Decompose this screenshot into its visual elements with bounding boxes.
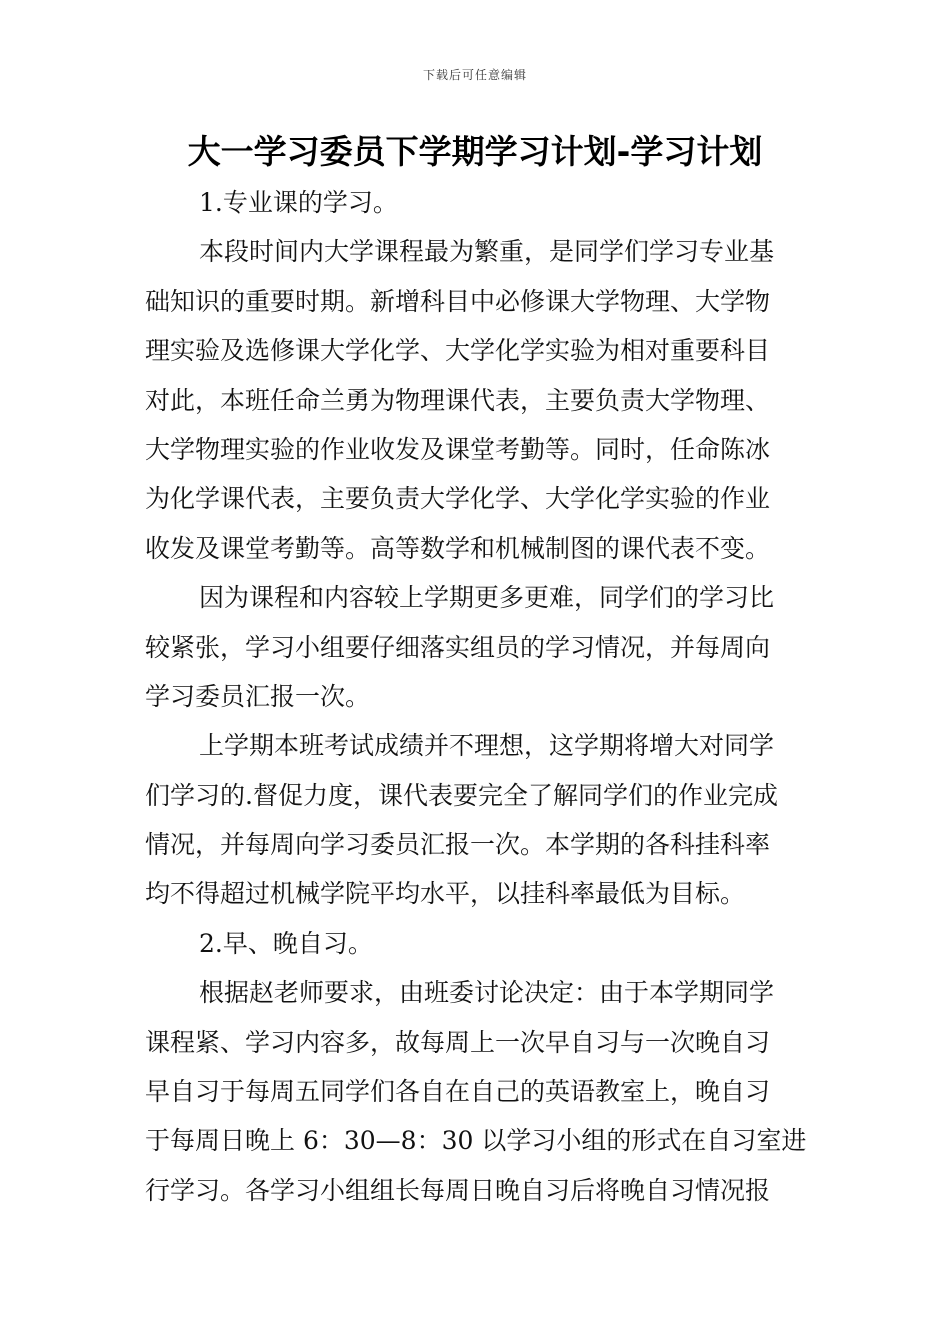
section-heading-1: 1.专业课的学习。 [199, 188, 398, 217]
paragraph-line: 本段时间内大学课程最为繁重，是同学们学习专业基 [199, 237, 775, 267]
section-heading-2: 2.早、晚自习。 [199, 928, 373, 958]
paragraph-line: 学习委员汇报一次。 [145, 681, 371, 711]
document-body [145, 178, 807, 1215]
paragraph-line: 行学习。各学习小组组长每周日晚自习后将晚自习情况报 [145, 1175, 771, 1205]
paragraph-line: 情况，并每周向学习委员汇报一次。本学期的各科挂科率 [145, 830, 771, 860]
paragraph-line: 早自习于每周五同学们各自在自己的英语教室上，晚自习 [145, 1077, 771, 1107]
document-title: 大一学习委员下学期学习计划-学习计划 [187, 132, 763, 171]
paragraph-line: 均不得超过机械学院平均水平，以挂科率最低为目标。 [145, 879, 746, 909]
paragraph-line: 上学期本班考试成绩并不理想，这学期将增大对同学 [199, 731, 775, 761]
paragraph-line: 于每周日晚上 6：30—8：30 以学习小组的形式在自习室进 [145, 1126, 807, 1156]
paragraph-line: 课程紧、学习内容多，故每周上一次早自习与一次晚自习 [145, 1027, 771, 1057]
header-note: 下载后可任意编辑 [422, 68, 527, 82]
paragraph-line: 因为课程和内容较上学期更多更难，同学们的学习比 [199, 583, 775, 613]
paragraph-line: 理实验及选修课大学化学、大学化学实验为相对重要科目 [145, 336, 771, 366]
paragraph-line: 对此，本班任命兰勇为物理课代表，主要负责大学物理、 [145, 385, 771, 415]
paragraph-line: 础知识的重要时期。新增科目中必修课大学物理、大学物 [145, 286, 771, 316]
paragraph-line: 们学习的.督促力度，课代表要完全了解同学们的作业完成 [145, 780, 778, 810]
paragraph-line: 较紧张，学习小组要仔细落实组员的学习情况，并每周向 [145, 632, 771, 662]
paragraph-line: 为化学课代表，主要负责大学化学、大学化学实验的作业 [145, 484, 771, 514]
paragraph-line: 大学物理实验的作业收发及课堂考勤等。同时，任命陈冰 [145, 434, 771, 464]
paragraph-line: 收发及课堂考勤等。高等数学和机械制图的课代表不变。 [145, 533, 771, 563]
paragraph-line: 根据赵老师要求，由班委讨论决定：由于本学期同学 [199, 978, 775, 1008]
